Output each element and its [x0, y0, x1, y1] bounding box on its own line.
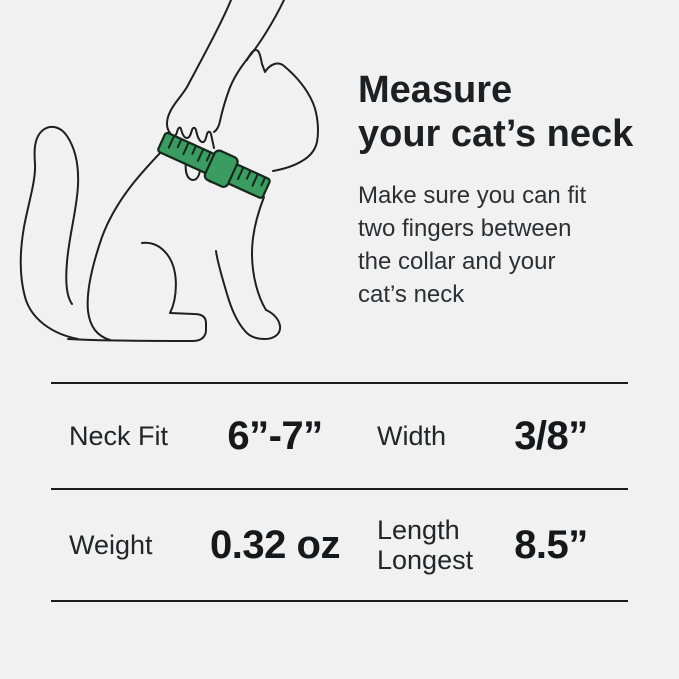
- intro-line: Make sure you can fit: [358, 182, 587, 209]
- intro-line: cat’s neck: [358, 281, 465, 308]
- cat-back-outline: [88, 152, 161, 340]
- cat-head-outline: [247, 50, 318, 171]
- cat-front-leg: [216, 197, 280, 339]
- width-value: 3/8”: [514, 413, 588, 458]
- intro-line: the collar and your: [358, 248, 556, 275]
- intro-text: [358, 179, 668, 311]
- hand-arm-outline: [167, 0, 231, 148]
- spec-row-2: [51, 490, 628, 602]
- neck-fit-label: Neck Fit: [69, 421, 169, 451]
- intro-line: two fingers between: [358, 215, 572, 242]
- page-title-line1: Measure: [358, 69, 513, 111]
- spec-table: [51, 382, 628, 602]
- arm-right-edge: [214, 0, 284, 132]
- spec-row-1: [51, 384, 628, 490]
- length-label-line1: Length: [377, 515, 460, 545]
- cat-tail: [21, 127, 78, 339]
- length-longest-label: [359, 515, 474, 575]
- length-longest-value: 8.5”: [514, 522, 588, 567]
- text-block: [358, 68, 668, 311]
- cat-measuring-illustration: [0, 0, 340, 352]
- page-title-line2: your cat’s neck: [358, 113, 634, 155]
- neck-fit-value: 6”-7”: [227, 413, 323, 458]
- width-label: Width: [377, 421, 447, 451]
- page-title: [358, 68, 668, 156]
- weight-value: 0.32 oz: [210, 522, 340, 567]
- measuring-tape: [155, 127, 273, 204]
- weight-label: Weight: [69, 530, 153, 560]
- length-label-line2: Longest: [377, 545, 474, 575]
